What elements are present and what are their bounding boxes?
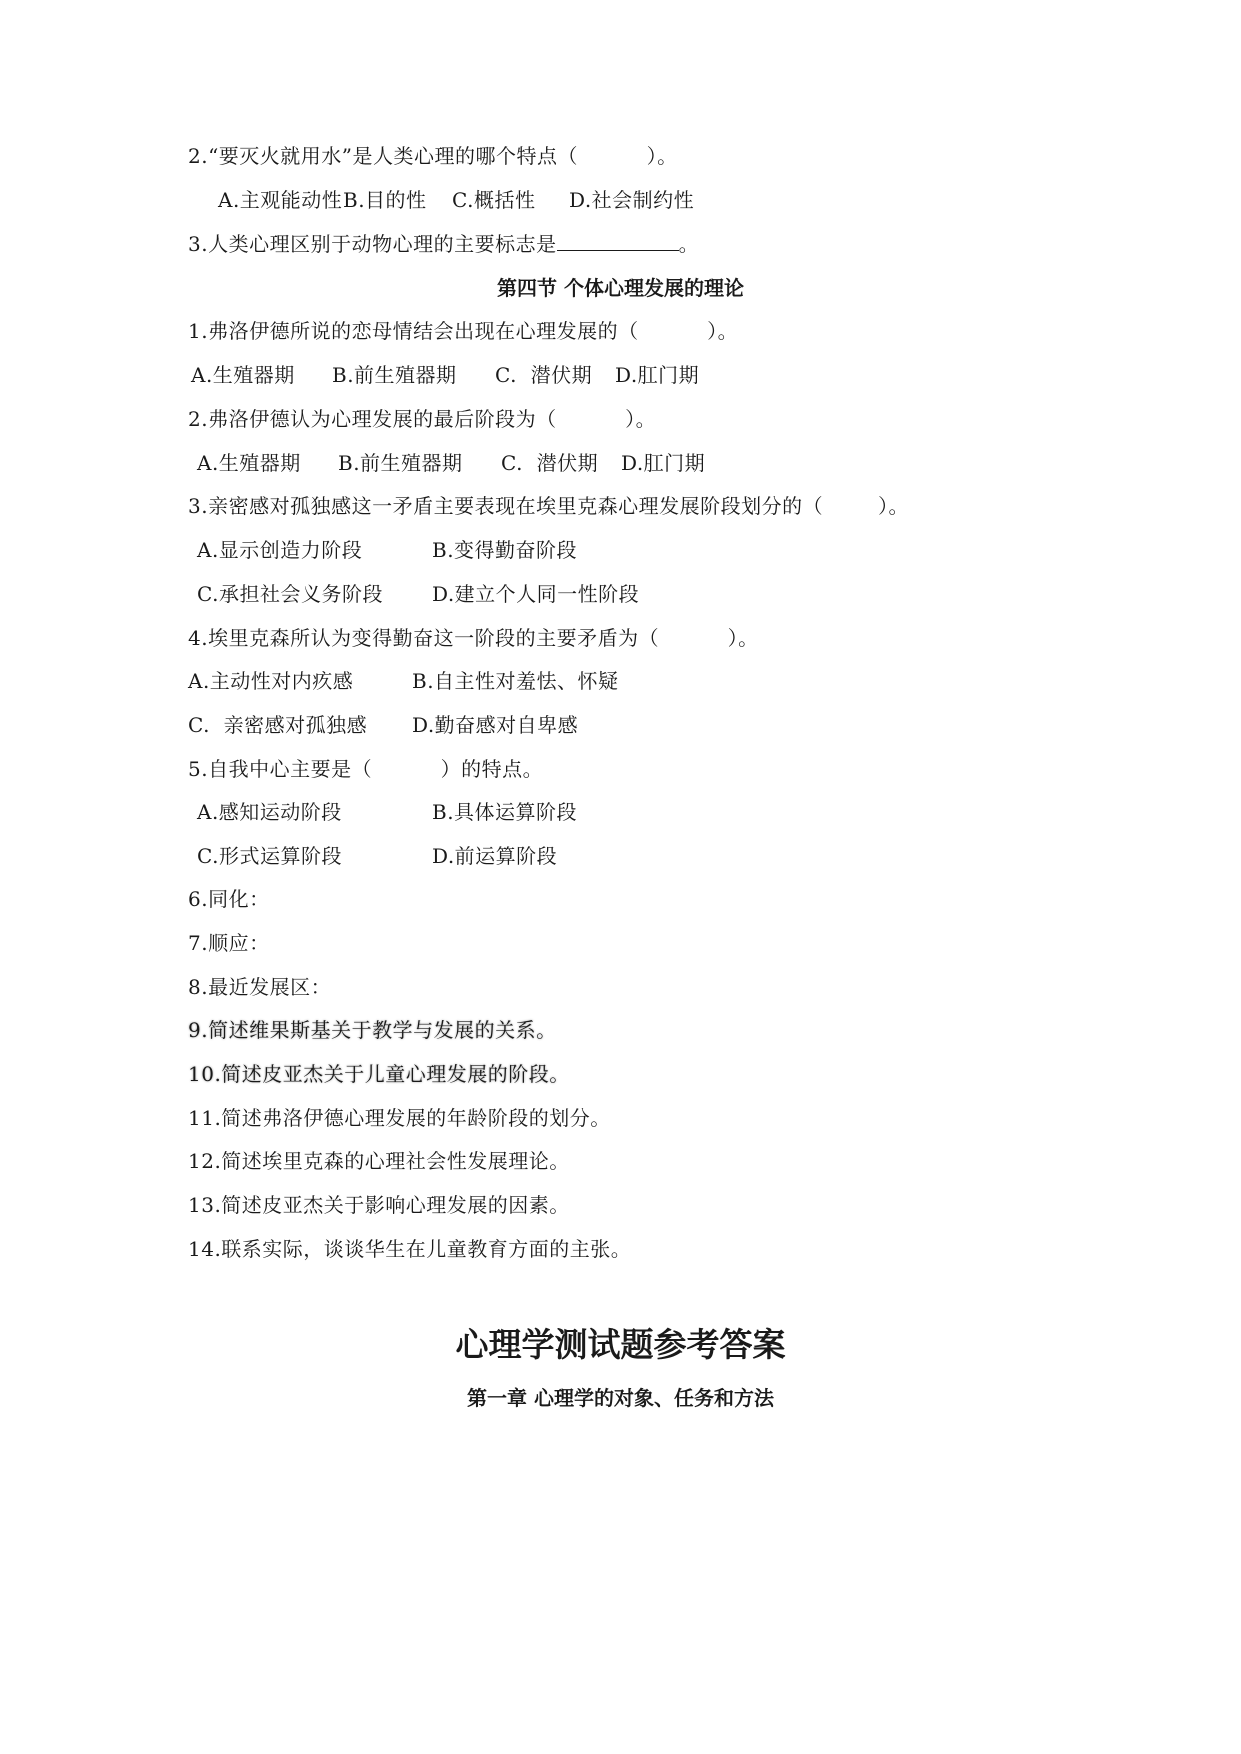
answers-title: 心理学测试题参考答案 bbox=[455, 1325, 786, 1364]
q2-option-d: D.社会制约性 bbox=[569, 188, 695, 212]
s4-q1-option-a: A.生殖器期 bbox=[191, 363, 295, 387]
s4-question-10: 10.简述皮亚杰关于儿童心理发展的阶段。 bbox=[188, 1062, 570, 1086]
s4-question-8: 8.最近发展区： bbox=[188, 975, 332, 999]
s4-q2-option-c: C. 潜伏期 bbox=[501, 451, 599, 475]
s4-question-14: 14.联系实际，谈谈华生在儿童教育方面的主张。 bbox=[188, 1237, 632, 1261]
s4-q1-option-c: C. 潜伏期 bbox=[495, 363, 593, 387]
s4-q5-option-d: D.前运算阶段 bbox=[432, 844, 558, 868]
s4-q4-option-a: A.主动性对内疚感 bbox=[188, 669, 354, 693]
s4-question-5-stem: 5.自我中心主要是（ ）的特点。 bbox=[188, 757, 544, 781]
q3-stem-text: 3.人类心理区别于动物心理的主要标志是 bbox=[188, 232, 557, 256]
s4-q4-option-b: B.自主性对羞怯、怀疑 bbox=[412, 669, 619, 693]
chapter-1-title: 第一章 心理学的对象、任务和方法 bbox=[467, 1386, 774, 1410]
section-4-title: 第四节 个体心理发展的理论 bbox=[497, 276, 744, 300]
s4-question-13: 13.简述皮亚杰关于影响心理发展的因素。 bbox=[188, 1193, 570, 1217]
fill-blank bbox=[557, 230, 679, 251]
s4-question-9: 9.简述维果斯基关于教学与发展的关系。 bbox=[188, 1018, 557, 1042]
s4-q3-option-a: A.显示创造力阶段 bbox=[197, 538, 363, 562]
s4-q2-option-d: D.肛门期 bbox=[621, 451, 706, 475]
s4-q2-option-b: B.前生殖器期 bbox=[338, 451, 463, 475]
s4-question-11: 11.简述弗洛伊德心理发展的年龄阶段的划分。 bbox=[188, 1106, 611, 1130]
s4-question-3-stem: 3.亲密感对孤独感这一矛盾主要表现在埃里克森心理发展阶段划分的（ ）。 bbox=[188, 494, 909, 518]
question-2-stem: 2.“要灭火就用水”是人类心理的哪个特点（ ）。 bbox=[188, 144, 678, 168]
s4-q5-option-b: B.具体运算阶段 bbox=[432, 800, 578, 824]
s4-q1-option-d: D.肛门期 bbox=[615, 363, 700, 387]
q2-option-a: A.主观能动性 bbox=[218, 188, 343, 212]
s4-q1-option-b: B.前生殖器期 bbox=[332, 363, 457, 387]
s4-question-4-stem: 4.埃里克森所认为变得勤奋这一阶段的主要矛盾为（ ）。 bbox=[188, 626, 759, 650]
s4-q5-option-a: A.感知运动阶段 bbox=[197, 800, 342, 824]
s4-question-1-stem: 1.弗洛伊德所说的恋母情结会出现在心理发展的（ ）。 bbox=[188, 319, 739, 343]
s4-q5-option-c: C.形式运算阶段 bbox=[197, 844, 342, 868]
q2-option-b: B.目的性 bbox=[343, 188, 427, 212]
s4-q2-option-a: A.生殖器期 bbox=[197, 451, 301, 475]
q3-stem-end: 。 bbox=[678, 232, 700, 256]
s4-question-2-stem: 2.弗洛伊德认为心理发展的最后阶段为（ ）。 bbox=[188, 407, 657, 431]
s4-q3-option-d: D.建立个人同一性阶段 bbox=[432, 582, 640, 606]
question-3-stem bbox=[188, 230, 699, 258]
q2-option-c: C.概括性 bbox=[452, 188, 536, 212]
s4-question-12: 12.简述埃里克森的心理社会性发展理论。 bbox=[188, 1149, 570, 1173]
s4-question-6: 6.同化： bbox=[188, 887, 270, 911]
s4-q3-option-c: C.承担社会义务阶段 bbox=[197, 582, 383, 606]
s4-q4-option-c: C. 亲密感对孤独感 bbox=[188, 713, 368, 737]
s4-q3-option-b: B.变得勤奋阶段 bbox=[432, 538, 578, 562]
s4-q4-option-d: D.勤奋感对自卑感 bbox=[412, 713, 579, 737]
s4-question-7: 7.顺应： bbox=[188, 931, 270, 955]
